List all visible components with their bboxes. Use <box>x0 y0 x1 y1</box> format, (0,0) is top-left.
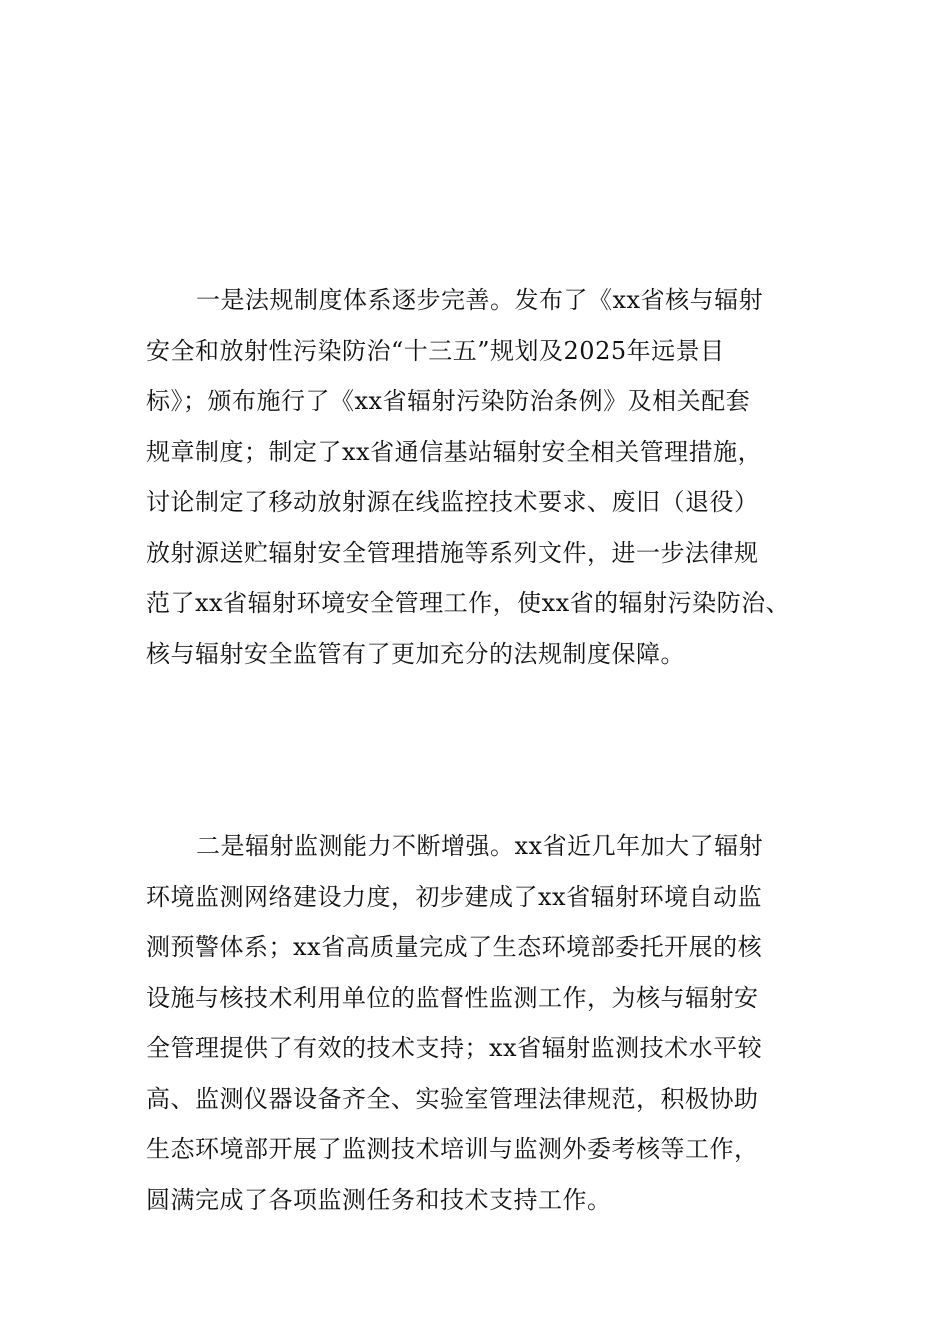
text-line: 规章制度；制定了xx省通信基站辐射安全相关管理措施， <box>146 437 763 466</box>
paragraph-monitoring <box>146 821 836 1225</box>
text-line: 测预警体系；xx省高质量完成了生态环境部委托开展的核 <box>146 933 763 961</box>
text-line: 安全和放射性污染防治“十三五”规划及2025年远景目 <box>146 336 725 365</box>
text-line: 全管理提供了有效的技术支持；xx省辐射监测技术水平较 <box>146 1034 763 1062</box>
text-line: 设施与核技术利用单位的监督性监测工作，为核与辐射安 <box>146 983 759 1012</box>
text-line: 放射源送贮辐射安全管理措施等系列文件，进一步法律规 <box>146 538 759 567</box>
text-line: 生态环境部开展了监测技术培训与监测外委考核等工作， <box>146 1135 759 1163</box>
text-line: 讨论制定了移动放射源在线监控技术要求、废旧（退役） <box>146 488 759 516</box>
text-line: 核与辐射安全监管有了更加充分的法规制度保障。 <box>146 639 685 668</box>
paragraph-regulations <box>146 275 836 679</box>
text-line: 二是辐射监测能力不断增强。xx省近几年加大了辐射 <box>196 832 764 860</box>
text-line: 标》；颁布施行了《xx省辐射污染防治条例》及相关配套 <box>146 387 751 415</box>
text-line: 环境监测网络建设力度，初步建成了xx省辐射环境自动监 <box>146 882 763 911</box>
text-line: 高、监测仪器设备齐全、实验室管理法律规范，积极协助 <box>146 1084 759 1113</box>
text-line: 圆满完成了各项监测任务和技术支持工作。 <box>146 1185 612 1214</box>
text-line: 一是法规制度体系逐步完善。发布了《xx省核与辐射 <box>196 286 764 314</box>
text-line: 范了xx省辐射环境安全管理工作，使xx省的辐射污染防治、 <box>146 589 791 617</box>
